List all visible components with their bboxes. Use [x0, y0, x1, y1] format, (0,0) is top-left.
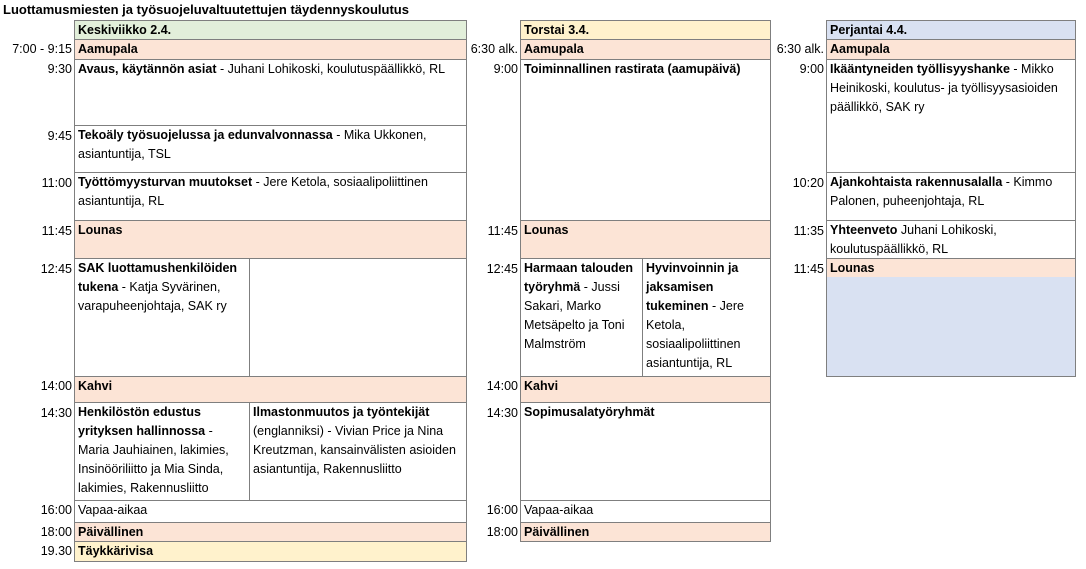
wed-event-governance [74, 402, 250, 501]
wed-time-11: 19.30 [40, 544, 72, 558]
thu-event-lunch: Lounas [520, 220, 771, 259]
thu-event-workgroups: Sopimusalatyöryhmät [520, 402, 771, 501]
wed-event-breakfast: Aamupala [74, 39, 467, 60]
wed-time-4: 11:00 [41, 176, 72, 190]
thu-event-dinner: Päivällinen [520, 522, 771, 542]
wed-event-sak [74, 258, 250, 377]
thu-time-4: 12:45 [486, 262, 518, 276]
wed-event-freetime: Vapaa-aikaa [74, 500, 467, 523]
event-title: Hyvinvoinnin ja jaksamisen tukeminen [646, 261, 739, 313]
wed-event-lunch: Lounas [74, 220, 467, 259]
thu-time-3: 11:45 [487, 224, 518, 238]
wed-time-6: 12:45 [40, 262, 72, 276]
wed-event-coffee: Kahvi [74, 376, 467, 403]
fri-time-1: 6:30 alk. [776, 42, 824, 56]
fri-event-ageing [826, 59, 1076, 173]
thu-time-2: 9:00 [493, 62, 518, 76]
thu-header: Torstai 3.4. [520, 20, 771, 40]
event-detail: - Maria Jauhiainen, lakimies, Insinööriliitto ja Mia Sinda, lakimies, Rakennusliitto [78, 424, 229, 495]
wed-event-empty [249, 258, 467, 377]
event-detail: - Jere Ketola, sosiaalipoliittinen asiantuntija, RL [78, 175, 428, 208]
wed-time-5: 11:45 [41, 224, 72, 238]
event-title: Työttömyysturvan muutokset [78, 175, 253, 189]
event-title: Avaus, käytännön asiat [78, 62, 217, 76]
wed-time-1: 7:00 - 9:15 [12, 42, 72, 56]
fri-event-construction [826, 172, 1076, 221]
wed-header: Keskiviikko 2.4. [74, 20, 467, 40]
event-title: Yhteenveto [830, 223, 898, 237]
event-detail: - Mikko Heinikoski, koulutus- ja työllisyysasioiden päällikkö, SAK ry [830, 62, 1058, 114]
thu-event-freetime: Vapaa-aikaa [520, 500, 771, 523]
wed-event-unemployment [74, 172, 467, 221]
fri-time-2: 9:00 [799, 62, 824, 76]
wed-time-8: 14:30 [40, 406, 72, 420]
wed-time-10: 18:00 [40, 525, 72, 539]
event-title: Ikääntyneiden työllisyyshanke [830, 62, 1010, 76]
thu-event-coffee: Kahvi [520, 376, 771, 403]
thu-event-rastirata: Toiminnallinen rastirata (aamupäivä) [520, 59, 771, 221]
event-detail: (englanniksi) - Vivian Price ja Nina Kreutzman, kansainvälisten asioiden asiantuntija, Rakennusliitto [253, 424, 456, 476]
event-title: Ajankohtaista rakennusalalla [830, 175, 1003, 189]
thu-time-5: 14:00 [486, 379, 518, 393]
wed-time-7: 14:00 [40, 379, 72, 393]
fri-time-3: 10:20 [792, 176, 824, 190]
event-detail: - Jussi Sakari, Marko Metsäpelto ja Toni Malmström [524, 280, 625, 351]
fri-time-4: 11:35 [793, 224, 824, 238]
fri-event-summary [826, 220, 1076, 259]
wed-event-ai [74, 125, 467, 173]
thu-event-breakfast: Aamupala [520, 39, 771, 60]
wed-time-2: 9:30 [47, 62, 72, 76]
event-detail: - Katja Syvärinen, varapuheenjohtaja, SAK ry [78, 280, 227, 313]
thu-event-grey-economy [520, 258, 643, 377]
fri-event-breakfast: Aamupala [826, 39, 1076, 60]
event-detail: Juhani Lohikoski, koulutuspäällikkö, RL [830, 223, 997, 256]
fri-header: Perjantai 4.4. [826, 20, 1076, 40]
wed-time-9: 16:00 [40, 503, 72, 517]
event-title: Tekoäly työsuojelussa ja edunvalvonnassa [78, 128, 333, 142]
fri-time-5: 11:45 [793, 262, 824, 276]
event-detail: - Mika Ukkonen, asiantuntija, TSL [78, 128, 427, 161]
thu-time-6: 14:30 [486, 406, 518, 420]
page-title: Luottamusmiesten ja työsuojeluvaltuutettujen täydennyskoulutus [3, 2, 409, 17]
fri-event-lunch: Lounas [826, 258, 1076, 278]
event-title: Harmaan talouden työryhmä [524, 261, 634, 294]
event-detail: - Jere Ketola, sosiaalipoliittinen asiantuntija, RL [646, 299, 744, 370]
wed-event-opening [74, 59, 467, 126]
wed-time-3: 9:45 [47, 129, 72, 143]
event-title: SAK luottamushenkilöiden tukena [78, 261, 238, 294]
wed-event-quiz: Täykkärivisa [74, 541, 467, 562]
thu-time-8: 18:00 [486, 525, 518, 539]
fri-filler [826, 277, 1076, 377]
event-detail: - Juhani Lohikoski, koulutuspäällikkö, RL [216, 62, 446, 76]
event-title: Ilmastonmuutos ja työntekijät [253, 405, 430, 419]
thu-time-7: 16:00 [486, 503, 518, 517]
wed-event-dinner: Päivällinen [74, 522, 467, 542]
wed-event-climate [249, 402, 467, 501]
event-title: Henkilöstön edustus yrityksen hallinnossa [78, 405, 206, 438]
event-detail: - Kimmo Palonen, puheenjohtaja, RL [830, 175, 1053, 208]
thu-time-1: 6:30 alk. [470, 42, 518, 56]
